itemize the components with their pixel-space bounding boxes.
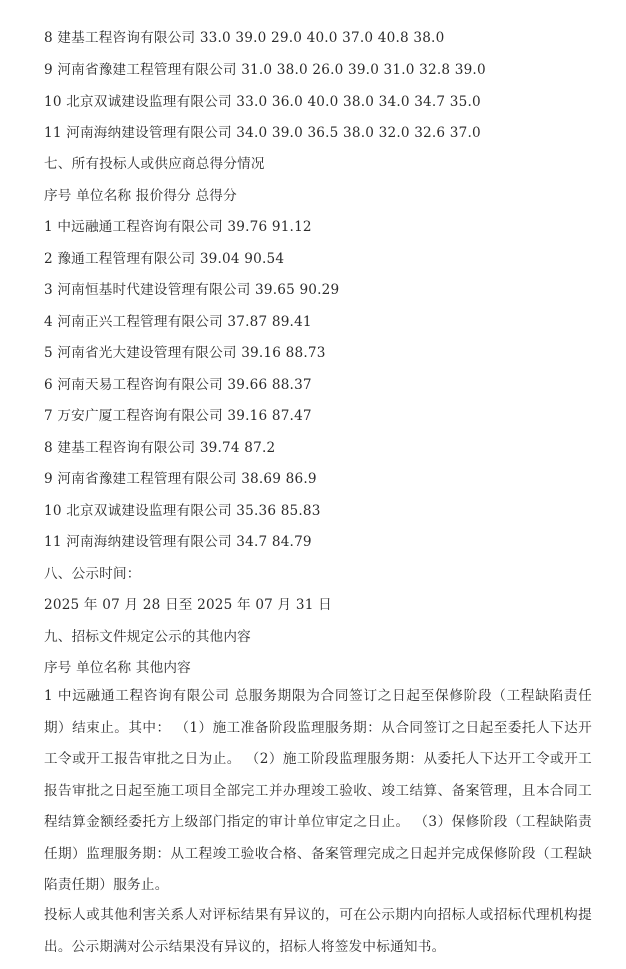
section7-table-header: 序号 单位名称 报价得分 总得分: [44, 188, 237, 204]
score-row-10: 10 北京双诚建设监理有限公司 33.0 36.0 40.0 38.0 34.0 34.7 35.0: [44, 94, 481, 110]
total-row-4: 4 河南正兴工程管理有限公司 37.87 89.41: [44, 314, 312, 330]
total-row-2: 2 豫通工程管理有限公司 39.04 90.54: [44, 251, 285, 267]
total-row-9: 9 河南省豫建工程管理有限公司 38.69 86.9: [44, 471, 317, 487]
score-row-9: 9 河南省豫建工程管理有限公司 31.0 38.0 26.0 39.0 31.0 32.8 39.0: [44, 62, 486, 78]
section9-table-header: 序号 单位名称 其他内容: [44, 660, 191, 676]
total-row-10: 10 北京双诚建设监理有限公司 35.36 85.83: [44, 503, 321, 519]
total-row-6: 6 河南天易工程咨询有限公司 39.66 88.37: [44, 377, 312, 393]
total-row-8: 8 建基工程咨询有限公司 39.74 87.2: [44, 440, 276, 456]
score-row-11: 11 河南海纳建设管理有限公司 34.0 39.0 36.5 38.0 32.0 32.6 37.0: [44, 125, 481, 141]
score-row-8: 8 建基工程咨询有限公司 33.0 39.0 29.0 40.0 37.0 40.8 38.0: [44, 30, 445, 46]
total-row-7: 7 万安广厦工程咨询有限公司 39.16 87.47: [44, 408, 312, 424]
section9-heading: 九、招标文件规定公示的其他内容: [44, 629, 251, 645]
section7-heading: 七、所有投标人或供应商总得分情况: [44, 156, 265, 172]
total-row-3: 3 河南恒基时代建设管理有限公司 39.65 90.29: [44, 282, 340, 298]
service-period-text: 1 中远融通工程咨询有限公司 总服务期限为合同签订之日起至保修阶段（工程缺陷责任期）结束止。其中： （1）施工准备阶段监理服务期：从合同签订之日起至委托人下达开工令或开工报告审批之日为止。 （2）施工阶段监理服务期：从委托人下达开工令或开工报告审批之日起至施工项目全部完工并办理竣工验收、竣工结算、备案管理，且本合同工程结算金额经委托方上级部门指定的审计单位审定之日止。 （3）保修阶段（工程缺陷责任期）监理服务期：从工程竣工验收合格、备案管理完成之日起并完成保修阶段（工程缺陷责任期）服务止。: [44, 688, 592, 893]
total-row-11: 11 河南海纳建设管理有限公司 34.7 84.79: [44, 534, 312, 550]
publicity-period: 2025 年 07 月 28 日至 2025 年 07 月 31 日: [44, 597, 332, 613]
total-row-5: 5 河南省光大建设管理有限公司 39.16 88.73: [44, 345, 326, 361]
objection-notice: 投标人或其他利害关系人对评标结果有异议的，可在公示期内向招标人或招标代理机构提出。公示期满对公示结果没有异议的，招标人将签发中标通知书。: [44, 907, 592, 955]
total-row-1: 1 中远融通工程咨询有限公司 39.76 91.12: [44, 219, 312, 235]
section8-heading: 八、公示时间：: [44, 566, 141, 582]
